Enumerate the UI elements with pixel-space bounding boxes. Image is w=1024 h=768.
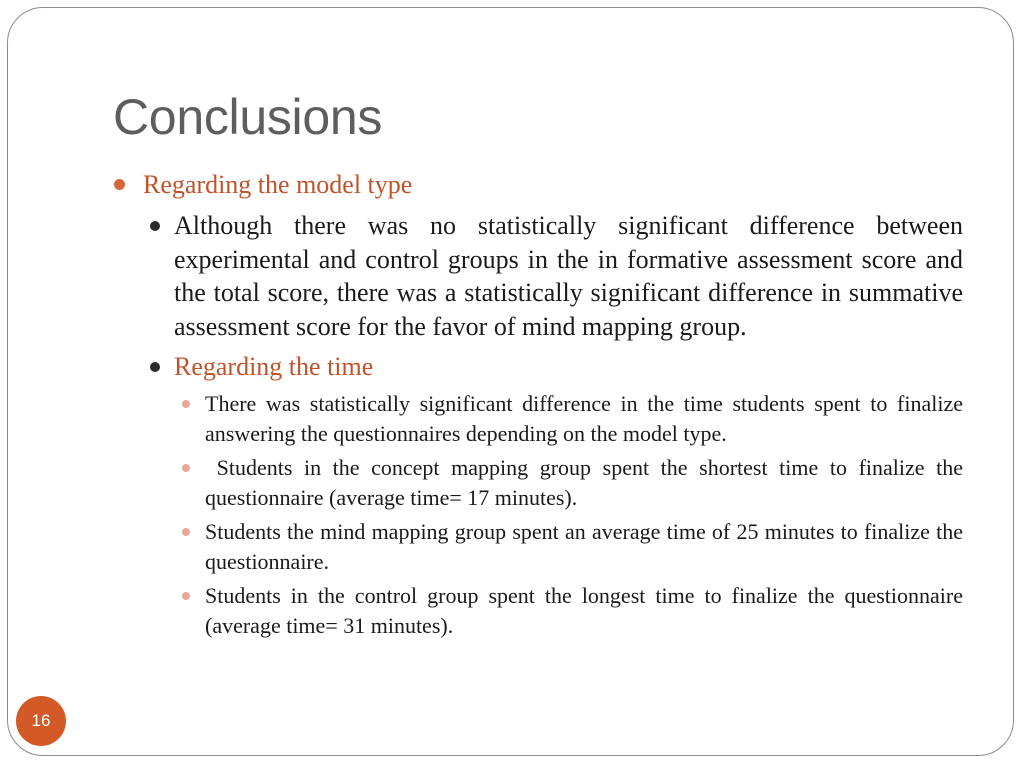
time-point-2: Students in the concept mapping group spent the shortest time to finalize the questionnaire (average time= 17 minutes). (205, 455, 969, 510)
subheading-time: Regarding the time (174, 352, 374, 381)
time-point-3: Students the mind mapping group spent an average time of 25 minutes to finalize the questionnaire. (205, 519, 963, 574)
time-point-1: There was statistically significant difference in the time students spent to finalize answering the questionnaires depending on the model type. (205, 391, 963, 446)
conclusion-paragraph: Although there was no statistically significant difference between experimental and control groups in the in formative assessment score and the total score, there was a statistically significant difference in summative assessment score for the favor of mind mapping group. (174, 211, 963, 341)
slide-title: Conclusions (113, 89, 383, 145)
bullet-dot-icon (182, 464, 190, 472)
bullet-dot-icon (150, 221, 160, 231)
bullet-dot-icon (182, 592, 190, 600)
bullet-dot-icon (182, 528, 190, 536)
bullet-dot-icon (182, 400, 190, 408)
page-number-badge: 16 (16, 696, 66, 746)
bullet-dot-icon (114, 179, 125, 190)
section-heading-model-type: Regarding the model type (143, 170, 413, 199)
bullet-dot-icon (150, 362, 160, 372)
time-point-4: Students in the control group spent the longest time to finalize the questionnaire (average time= 31 minutes). (205, 583, 963, 638)
